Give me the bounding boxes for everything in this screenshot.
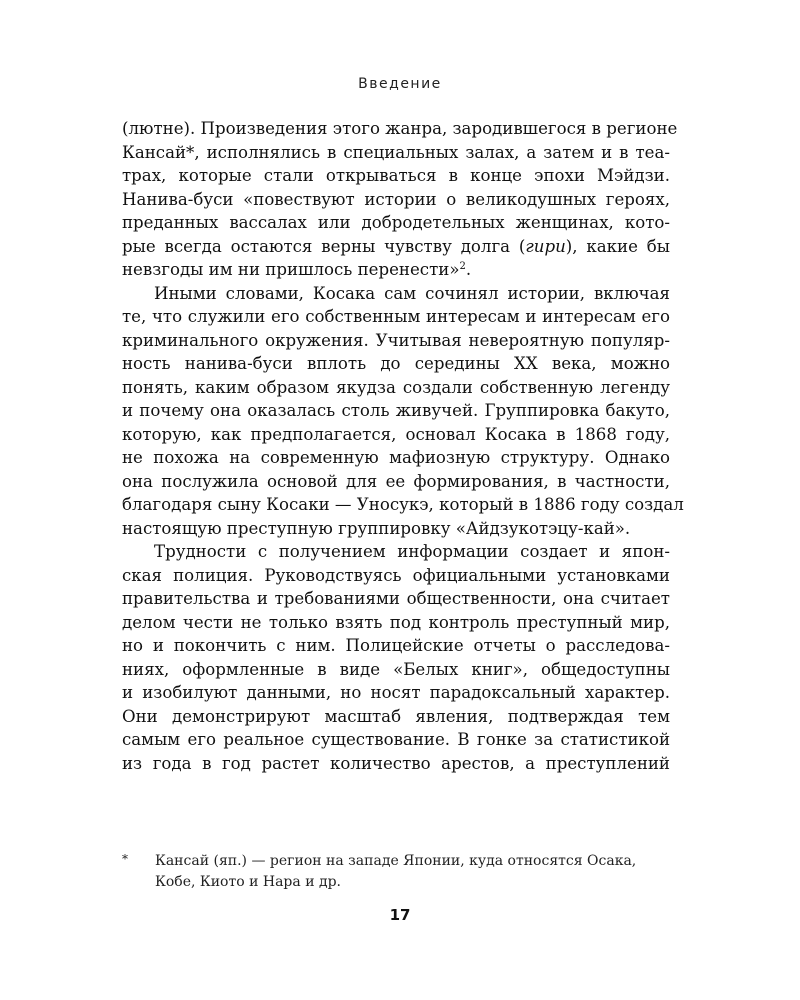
italic-term: гири — [525, 236, 566, 256]
running-head: Введение — [358, 76, 442, 92]
text-line: трах, которые стали открываться в конце эпохи Мэйдзи. — [122, 166, 670, 185]
paragraph — [122, 282, 684, 541]
body-text — [122, 117, 684, 775]
text-line: криминального окружения. Учитывая невероятную популяр- — [122, 330, 670, 350]
footnote-text — [155, 851, 670, 893]
text-line: ская полиция. Руководствуясь официальными установками — [122, 565, 670, 585]
text-line: Трудности с получением информации создает и япон- — [154, 542, 670, 561]
text-line: рые всегда остаются верны чувству долга (гири), какие бы — [122, 236, 670, 256]
text-line: самым его реальное существование. В гонке за статистикой — [122, 730, 670, 749]
footnote-line: Кобе, Киото и Нара и др. — [155, 874, 342, 890]
text-line: она послужила основой для ее формирования, в частности, — [122, 471, 670, 491]
text-line: (лютне). Произведения этого жанра, зародившегося в регионе — [122, 119, 678, 138]
text-line: те, что служили его собственным интересам и интересам его — [122, 307, 670, 326]
paragraph — [122, 540, 670, 775]
text-line: делом чести не только взять под контроль преступный мир, — [122, 612, 670, 632]
text-line: ность нанива-буси вплоть до середины XX века, можно — [122, 354, 670, 373]
text-line: настоящую преступную группировку «Айдзукотэцу-кай». — [122, 518, 631, 538]
footnote-line: Кансай (яп.) — регион на западе Японии, куда относятся Осака, — [155, 853, 637, 869]
footnote-mark: * — [122, 852, 128, 866]
text-line-last — [122, 258, 670, 282]
text-fragment: . — [465, 260, 472, 279]
text-line: которую, как предполагается, основал Косака в 1868 году, — [122, 424, 670, 444]
text-line: ниях, оформленные в виде «Белых книг», общедоступны — [122, 659, 670, 679]
text-line: Иными словами, Косака сам сочинял истории, включая — [154, 283, 670, 303]
text-line: понять, каким образом якудза создали собственную легенду — [122, 377, 670, 397]
text-line: и почему она оказалась столь живучей. Группировка бакуто, — [122, 401, 670, 420]
footnote — [122, 851, 670, 893]
text-line: правительства и требованиями общественности, она считает — [122, 589, 670, 608]
text-line: из года в год растет количество арестов, а преступлений — [122, 753, 670, 773]
text-fragment: невзгоды им ни пришлось перенести» — [122, 260, 460, 279]
text-line: преданных вассалах или добродетельных женщинах, кото- — [122, 213, 670, 232]
page-number: 17 — [389, 906, 411, 924]
text-line: и изобилуют данными, но носят парадоксальный характер. — [122, 683, 670, 702]
text-line: но и покончить с ним. Полицейские отчеты о расследова- — [122, 636, 670, 655]
text-line: Они демонстрируют масштаб явления, подтверждая тем — [122, 706, 670, 726]
text-line: Нанива-буси «повествуют истории о великодушных героях, — [122, 189, 670, 209]
text-line: Кансай*, исполнялись в специальных залах, а затем и в теа- — [122, 142, 670, 162]
footnote-reference: 2 — [459, 261, 466, 272]
text-line: благодаря сыну Косаки — Уносукэ, который в 1886 году создал — [122, 495, 684, 514]
paragraph — [122, 117, 678, 282]
text-line: не похожа на современную мафиозную структуру. Однако — [122, 448, 670, 467]
